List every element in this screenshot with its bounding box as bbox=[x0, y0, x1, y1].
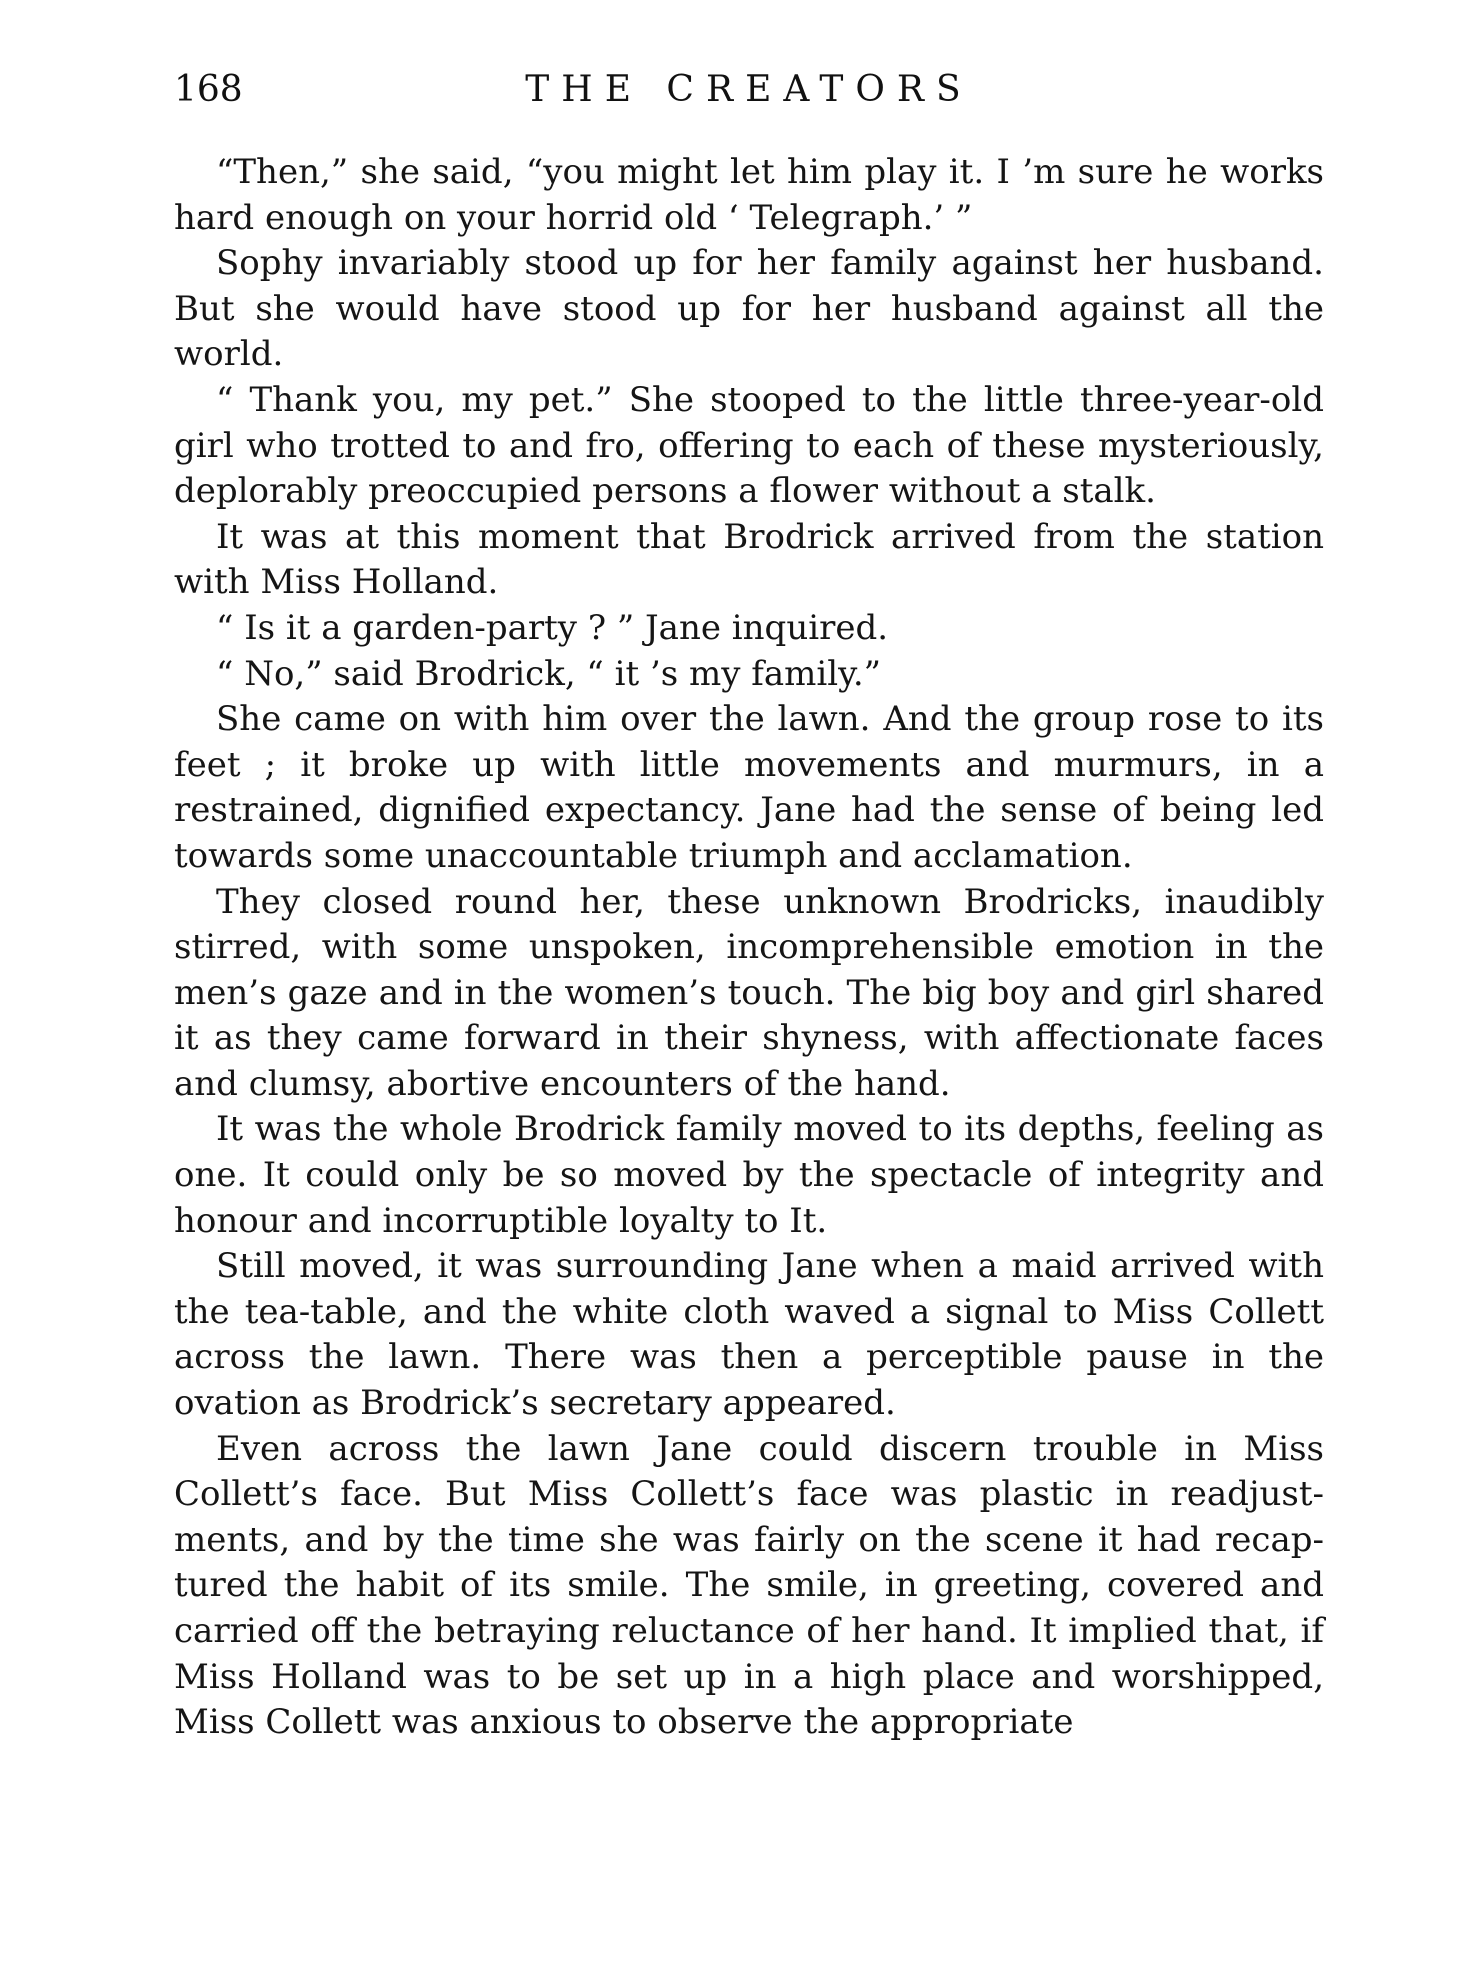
paragraph-my-family: “ No,” said Brodrick, “ it ’s my family.” bbox=[216, 653, 882, 694]
running-head bbox=[174, 60, 1324, 120]
running-title: THE CREATORS bbox=[525, 69, 973, 110]
paragraph-sophy: Sophy invariably stood up for her family against her husband. But she would have stood up for her husband against all the world. bbox=[174, 243, 1324, 375]
paragraph-miss-collett: Even across the lawn Jane could discern trouble in Miss Collett’s face. But Miss Collett’s face was plastic in readjustments, and by the time she was fairly on the scene it had recaptured the habit of its smile. The smile, in greeting, covered and carried off the betraying reluctance of her hand. It implied that, if Miss Holland was to be set up in a high place and worshipped, Miss Collett was anxious to observe the appropriate bbox=[174, 1428, 1324, 1743]
paragraph-garden-party: “ Is it a garden-party ? ” Jane inquired. bbox=[216, 607, 889, 648]
paragraph-lawn: She came on with him over the lawn. And the group rose to its feet ; it broke up with little movements and murmurs, in a restrained, dignified expectancy. Jane had the sense of being led towards some unaccountable triumph and acclamation. bbox=[174, 699, 1324, 876]
paragraph-closed-round: They closed round her, these unknown Brodricks, inaudibly stirred, with some unspoken, incomprehensible emotion in the men’s gaze and in the women’s touch. The big boy and girl shared it as they came forward in their shyness, with affectionate faces and clumsy, abortive encounters of the hand. bbox=[174, 881, 1324, 1104]
paragraph-thank-you: “ Thank you, my pet.” She stooped to the little three-year-old girl who trotted to and fro, offering to each of these mysteriously, deplorably preoccupied persons a flower without a stalk. bbox=[174, 379, 1324, 512]
paragraph-whole-family: It was the whole Brodrick family moved to its depths, feeling as one. It could only be so moved by the spectacle of integrity and honour and incorruptible loyalty to It. bbox=[174, 1109, 1324, 1241]
body-text bbox=[174, 150, 1324, 1746]
page-number: 168 bbox=[174, 69, 243, 110]
paragraph-then: “Then,” she said, “you might let him play it. I ’m sure he works hard enough on your horrid old ‘ Telegraph.’ ” bbox=[174, 152, 1324, 238]
paragraph-tea-table: Still moved, it was surrounding Jane when a maid arrived with the tea-table, and the white cloth waved a signal to Miss Collett across the lawn. There was then a perceptible pause in the ovation as Brodrick’s secretary appeared. bbox=[174, 1246, 1324, 1424]
paragraph-arrival: It was at this moment that Brodrick arrived from the station with Miss Holland. bbox=[174, 516, 1324, 603]
